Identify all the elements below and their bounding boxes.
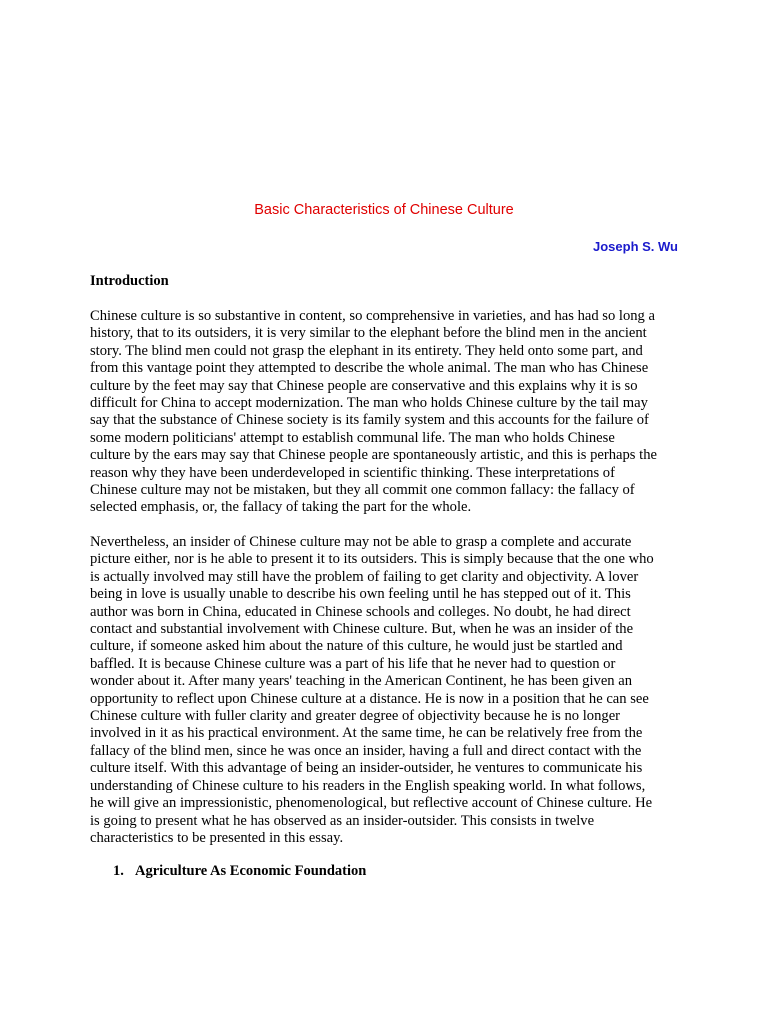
paragraph-line: culture by the ears may say that Chinese people are spontaneously artistic, and this is perhaps the bbox=[90, 447, 657, 464]
intro-paragraph-1 bbox=[90, 308, 680, 517]
paragraph-line: understanding of Chinese culture to his readers in the English speaking world. In what follows, bbox=[90, 777, 646, 794]
paragraph-line: author was born in China, educated in Chinese schools and colleges. No doubt, he had direct bbox=[90, 603, 631, 620]
paragraph-line: is going to present what he has observed as an insider-outsider. This consists in twelve bbox=[90, 812, 595, 829]
paragraph-line: is actually involved may still have the problem of failing to get clarity and objectivity. A lover bbox=[90, 568, 639, 585]
paragraph-line: from this vantage point they attempted to describe the whole animal. The man who has Chinese bbox=[90, 360, 649, 377]
paragraph-line: culture itself. With this advantage of being an insider-outsider, he ventures to communicate his bbox=[90, 760, 643, 777]
paragraph-line: Chinese culture may not be mistaken, but they all commit one common fallacy: the fallacy of bbox=[90, 482, 635, 499]
author-name: Joseph S. Wu bbox=[593, 239, 678, 254]
paragraph-line: selected emphasis, or, the fallacy of taking the part for the whole. bbox=[90, 499, 472, 516]
paragraph-line: history, that to its outsiders, it is very similar to the elephant before the blind men in the ancient bbox=[90, 325, 647, 342]
section-number: 1. bbox=[113, 863, 124, 879]
paragraph-line: he will give an impressionistic, phenomenological, but reflective account of Chinese culture. He bbox=[90, 795, 653, 812]
paragraph-line: baffled. It is because Chinese culture was a part of his life that he never had to question or bbox=[90, 655, 616, 672]
paragraph-line: opportunity to reflect upon Chinese culture at a distance. He is now in a position that he can see bbox=[90, 690, 649, 707]
document-title: Basic Characteristics of Chinese Culture bbox=[254, 202, 514, 218]
paragraph-line: contact and substantial involvement with Chinese culture. But, when he was an insider of the bbox=[90, 621, 634, 638]
intro-paragraph-2 bbox=[90, 534, 680, 847]
paragraph-line: Chinese culture with fuller clarity and greater degree of objectivity because he is no longer bbox=[90, 708, 621, 725]
paragraph-line: picture either, nor is he able to present it to its outsiders. This is simply because that the one who bbox=[90, 551, 654, 568]
paragraph-line: Chinese culture is so substantive in content, so comprehensive in varieties, and has had so long a bbox=[90, 308, 655, 324]
paragraph-line: wonder about it. After many years' teaching in the American Continent, he has been given an bbox=[90, 673, 633, 690]
paragraph-line: characteristics to be presented in this essay. bbox=[90, 829, 344, 846]
paragraph-line: difficult for China to accept modernization. The man who holds Chinese culture by the tail may bbox=[90, 395, 648, 412]
paragraph-line: reason why they have been underdeveloped in scientific thinking. These interpretations of bbox=[90, 464, 615, 481]
paragraph-line: some modern politicians' attempt to establish communal life. The man who holds Chinese bbox=[90, 429, 615, 446]
paragraph-line: Nevertheless, an insider of Chinese culture may not be able to grasp a complete and accurate bbox=[90, 534, 632, 550]
intro-heading: Introduction bbox=[90, 273, 169, 289]
paragraph-line: involved in it as his practical environment. At the same time, he can be relatively free from the bbox=[90, 725, 643, 742]
paragraph-line: culture by the feet may say that Chinese people are conservative and this explains why it is so bbox=[90, 377, 638, 394]
paragraph-line: story. The blind men could not grasp the elephant in its entirety. They held onto some part, and bbox=[90, 342, 643, 359]
paragraph-line: being in love is usually unable to describe his own feeling until he has stepped out of it. This bbox=[90, 586, 631, 603]
paragraph-line: fallacy of the blind men, since he was once an insider, having a full and direct contact with the bbox=[90, 742, 642, 759]
section-heading-1 bbox=[113, 863, 366, 880]
section-title: Agriculture As Economic Foundation bbox=[135, 863, 367, 879]
paragraph-line: culture, if someone asked him about the nature of this culture, he would just be startled and bbox=[90, 638, 623, 655]
paragraph-line: say that the substance of Chinese society is its family system and this accounts for the failure of bbox=[90, 412, 649, 429]
